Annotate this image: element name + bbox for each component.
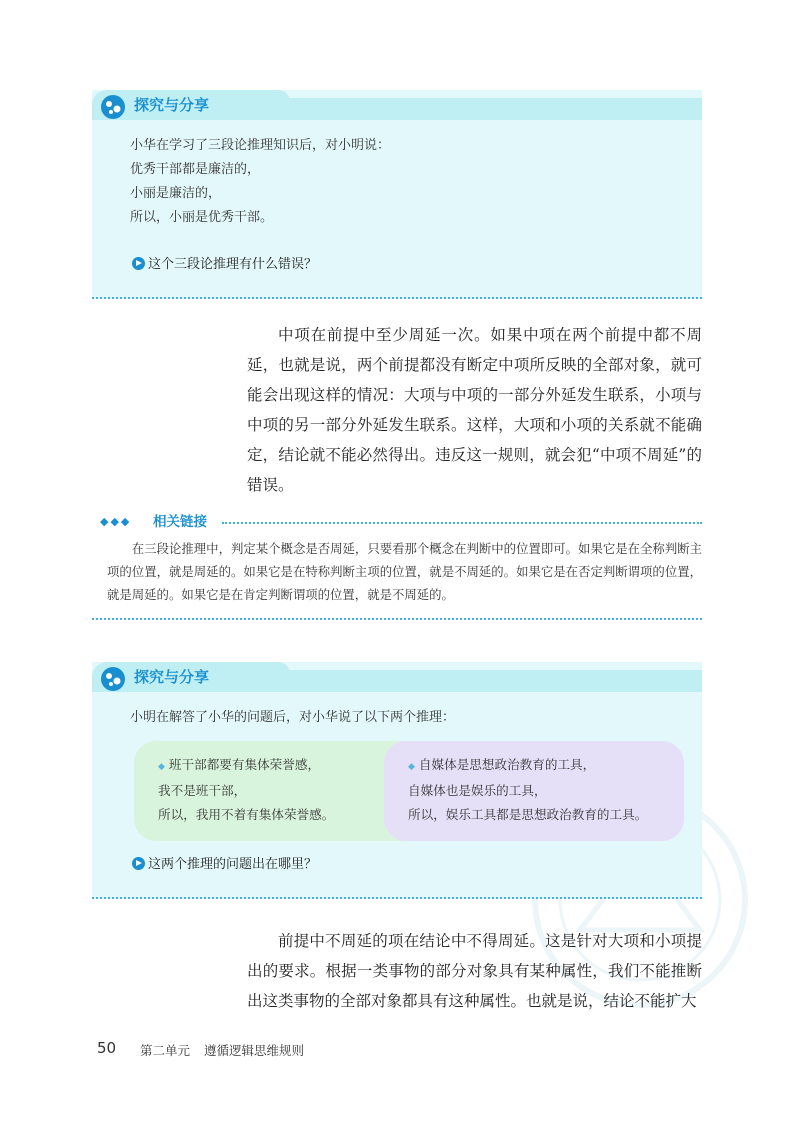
running-footer <box>140 1041 314 1059</box>
dotted-divider <box>92 897 702 899</box>
dotted-divider <box>92 618 702 620</box>
explore-tab-bar <box>92 662 702 692</box>
card-line: 所以，娱乐工具都是思想政治教育的工具。 <box>408 807 648 822</box>
dotted-rule <box>222 522 702 524</box>
reasoning-card-b <box>384 741 684 841</box>
page-number: 50 <box>97 1039 117 1057</box>
arrow-circle-icon <box>132 257 145 270</box>
explore-body <box>92 120 702 298</box>
card-line: 我不是班干部， <box>158 783 247 798</box>
intro-line: 小明在解答了小华的问题后，对小华说了以下两个推理： <box>130 710 456 725</box>
explore-title: 探究与分享 <box>134 96 210 114</box>
diamond-icons: ◆◆◆ <box>100 515 132 528</box>
tab-strip <box>242 98 702 120</box>
card-line: 所以，我用不着有集体荣誉感。 <box>158 807 335 822</box>
related-links-label: 相关链接 <box>153 514 207 530</box>
question <box>132 256 317 274</box>
question <box>132 856 317 874</box>
unit-title: 遵循逻辑思维规则 <box>204 1043 305 1058</box>
explore-globe-icon <box>100 666 126 692</box>
card-line: ◆ 班干部都要有集体荣誉感， <box>158 757 321 772</box>
explore-title: 探究与分享 <box>134 668 210 686</box>
explore-globe-icon <box>100 94 126 120</box>
explore-share-box-1 <box>92 90 702 298</box>
card-lines <box>408 753 647 827</box>
body-paragraph-1: 中项在前提中至少周延一次。如果中项在两个前提中都不周延，也就是说，两个前提都没有断定中项所反映的全部对象，就可能会出现这样的情况：大项与中项的一部分外延发生联系，小项与中项的另一部分外延发生联系。这样，大项和小项的关系就不能确定，结论就不能必然得出。违反这一规则，就会犯“中项不周延”的错误。 <box>247 326 702 494</box>
dialogue-line: 小丽是廉洁的， <box>130 186 222 201</box>
related-links-text: 在三段论推理中，判定某个概念是否周延，只要看那个概念在判断中的位置即可。如果它是在全称判断主项的位置，就是周延的。如果它是在特称判断主项的位置，就是不周延的。如果它是在否定判断谓项的位置，就是周延的。如果它是在肯定判断谓项的位置，就是不周延的。 <box>107 541 702 602</box>
diamond-icon: ◆ <box>408 762 415 772</box>
dialogue-lines <box>130 134 390 230</box>
explore-tab-bar <box>92 90 702 120</box>
dialogue-line: 小华在学习了三段论推理知识后，对小明说： <box>130 138 391 153</box>
card-lines <box>158 753 334 827</box>
related-links-header <box>100 514 702 530</box>
diamond-icon: ◆ <box>158 762 165 772</box>
dotted-divider <box>92 297 702 299</box>
dialogue-line: 所以，小丽是优秀干部。 <box>130 210 274 225</box>
body-paragraph-2: 前提中不周延的项在结论中不得周延。这是针对大项和小项提出的要求。根据一类事物的部分对象具有某种属性，我们不能推断出这类事物的全部对象都具有这种属性。也就是说，结论不能扩大 <box>247 932 702 1010</box>
arrow-circle-icon <box>132 857 145 870</box>
card-line: 自媒体也是娱乐的工具， <box>408 783 547 798</box>
dialogue-line: 优秀干部都是廉洁的， <box>130 162 261 177</box>
unit-label: 第二单元 <box>140 1043 191 1058</box>
card-line: ◆ 自媒体是思想政治教育的工具， <box>408 757 596 772</box>
question-text: 这两个推理的问题出在哪里？ <box>148 857 318 872</box>
tab-strip <box>242 670 702 692</box>
question-text: 这个三段论推理有什么错误？ <box>148 257 318 272</box>
